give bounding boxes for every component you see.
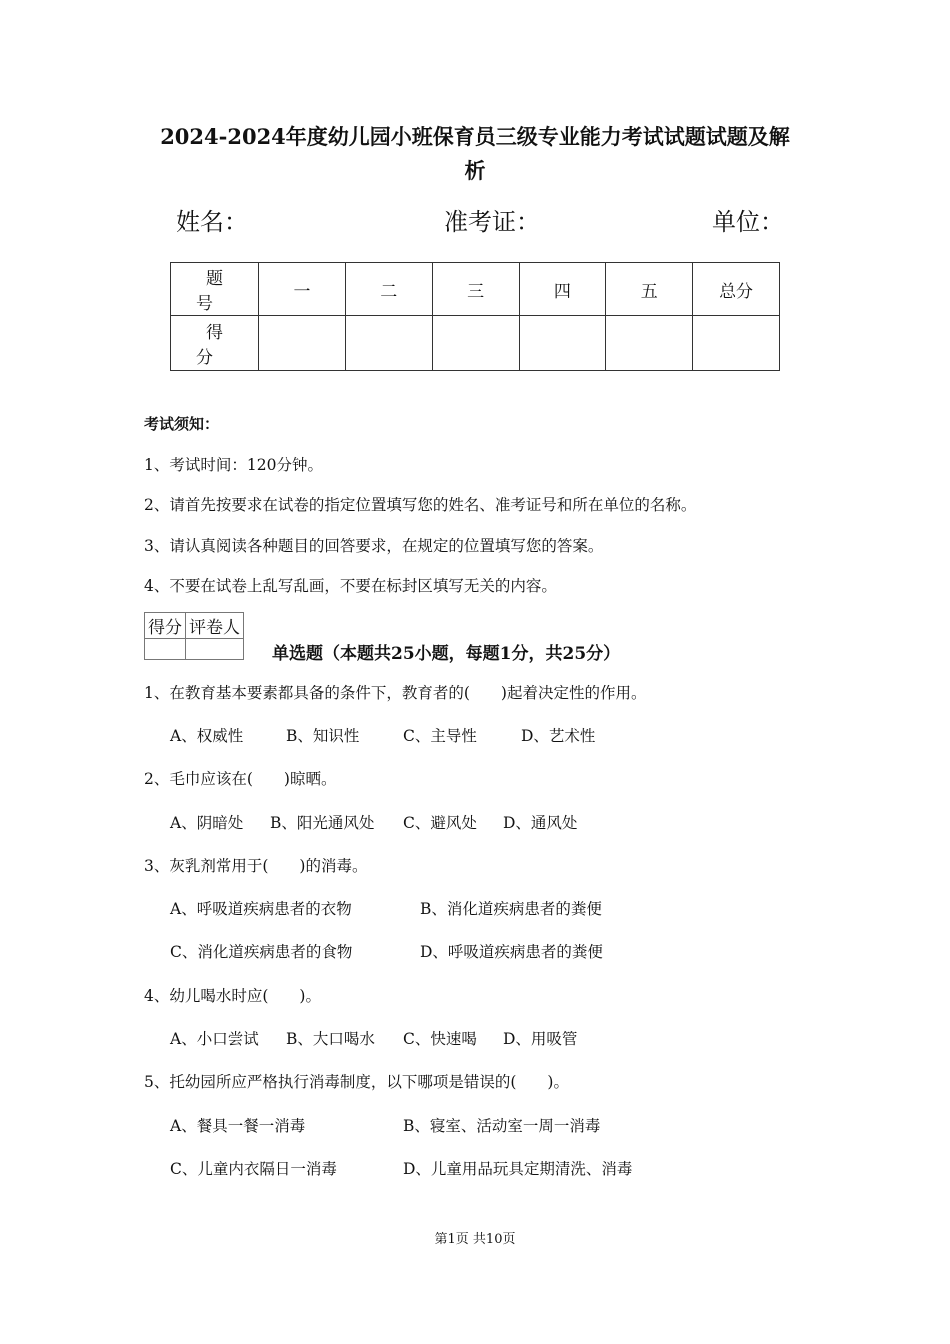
- grader-box-header: [145, 613, 244, 639]
- question-option: B、寝室、活动室一周一消毒: [403, 1117, 601, 1135]
- question-option: C、主导性: [403, 727, 477, 745]
- question-option: D、通风处: [503, 814, 578, 832]
- column-header: 五: [606, 263, 693, 316]
- question-text: 5、托幼园所应严格执行消毒制度，以下哪项是错误的( )。: [144, 1073, 569, 1091]
- question-option: B、消化道疾病患者的粪便: [420, 900, 602, 918]
- question-option: D、儿童用品玩具定期清洗、消毒: [403, 1160, 633, 1178]
- question-option: C、避风处: [403, 814, 477, 832]
- candidate-info-row: [0, 202, 950, 238]
- question-option: A、权威性: [170, 727, 244, 745]
- unit-label: 单位：: [712, 208, 784, 236]
- title-line-1: 2024-2024年度幼儿园小班保育员三级专业能力考试试题试题及解: [160, 124, 790, 149]
- name-label: 姓名：: [176, 208, 248, 236]
- page-footer: 第1页 共10页: [434, 1232, 516, 1247]
- document-title: [130, 120, 820, 188]
- question-option: B、大口喝水: [286, 1030, 375, 1048]
- question-option: D、艺术性: [521, 727, 596, 745]
- grader-name-label: 评卷人: [186, 613, 244, 639]
- question-text: 1、在教育基本要素都具备的条件下，教育者的( )起着决定性的作用。: [144, 684, 647, 702]
- exam-id-label: 准考证：: [444, 208, 540, 236]
- question-option: C、儿童内衣隔日一消毒: [170, 1160, 337, 1178]
- question-option: C、消化道疾病患者的食物: [170, 943, 353, 961]
- grader-score-cell: [145, 639, 186, 660]
- question-text: 3、灰乳剂常用于( )的消毒。: [144, 857, 368, 875]
- column-header: 三: [432, 263, 519, 316]
- score-cell: [432, 316, 519, 371]
- question-option: D、用吸管: [503, 1030, 578, 1048]
- section-title: 单选题（本题共25小题，每题1分，共25分）: [272, 644, 621, 664]
- column-header: 一: [259, 263, 346, 316]
- question-option: B、知识性: [286, 727, 360, 745]
- score-cell: [606, 316, 693, 371]
- score-table-header-row: [171, 263, 780, 316]
- column-header: 四: [519, 263, 606, 316]
- question-number-header: 题 号: [171, 263, 259, 316]
- question-option: B、阳光通风处: [270, 814, 375, 832]
- score-cell: [519, 316, 606, 371]
- question-text: 2、毛巾应该在( )晾晒。: [144, 770, 337, 788]
- notice-item: 3、请认真阅读各种题目的回答要求，在规定的位置填写您的答案。: [144, 537, 604, 555]
- question-text: 4、幼儿喝水时应( )。: [144, 987, 321, 1005]
- score-table-score-row: [171, 316, 780, 371]
- question-option: A、小口尝试: [170, 1030, 259, 1048]
- question-option: A、呼吸道疾病患者的衣物: [170, 900, 352, 918]
- notice-title: 考试须知：: [144, 415, 220, 433]
- grader-box-blank-row: [145, 639, 244, 660]
- notice-item: 4、不要在试卷上乱写乱画，不要在标封区填写无关的内容。: [144, 577, 557, 595]
- grader-box: [144, 612, 244, 660]
- question-option: C、快速喝: [403, 1030, 477, 1048]
- question-option: A、餐具一餐一消毒: [170, 1117, 306, 1135]
- question-option: D、呼吸道疾病患者的粪便: [420, 943, 603, 961]
- score-table: [170, 262, 780, 371]
- grader-score-label: 得分: [145, 613, 186, 639]
- column-header: 二: [345, 263, 432, 316]
- notice-item: 2、请首先按要求在试卷的指定位置填写您的姓名、准考证号和所在单位的名称。: [144, 496, 697, 514]
- grader-name-cell: [186, 639, 244, 660]
- notice-item: 1、考试时间：120分钟。: [144, 456, 323, 474]
- question-option: A、阴暗处: [170, 814, 244, 832]
- score-header: 得 分: [171, 316, 259, 371]
- score-cell: [345, 316, 432, 371]
- score-cell: [693, 316, 780, 371]
- score-cell: [259, 316, 346, 371]
- column-header: 总分: [693, 263, 780, 316]
- title-line-2: 析: [464, 158, 486, 183]
